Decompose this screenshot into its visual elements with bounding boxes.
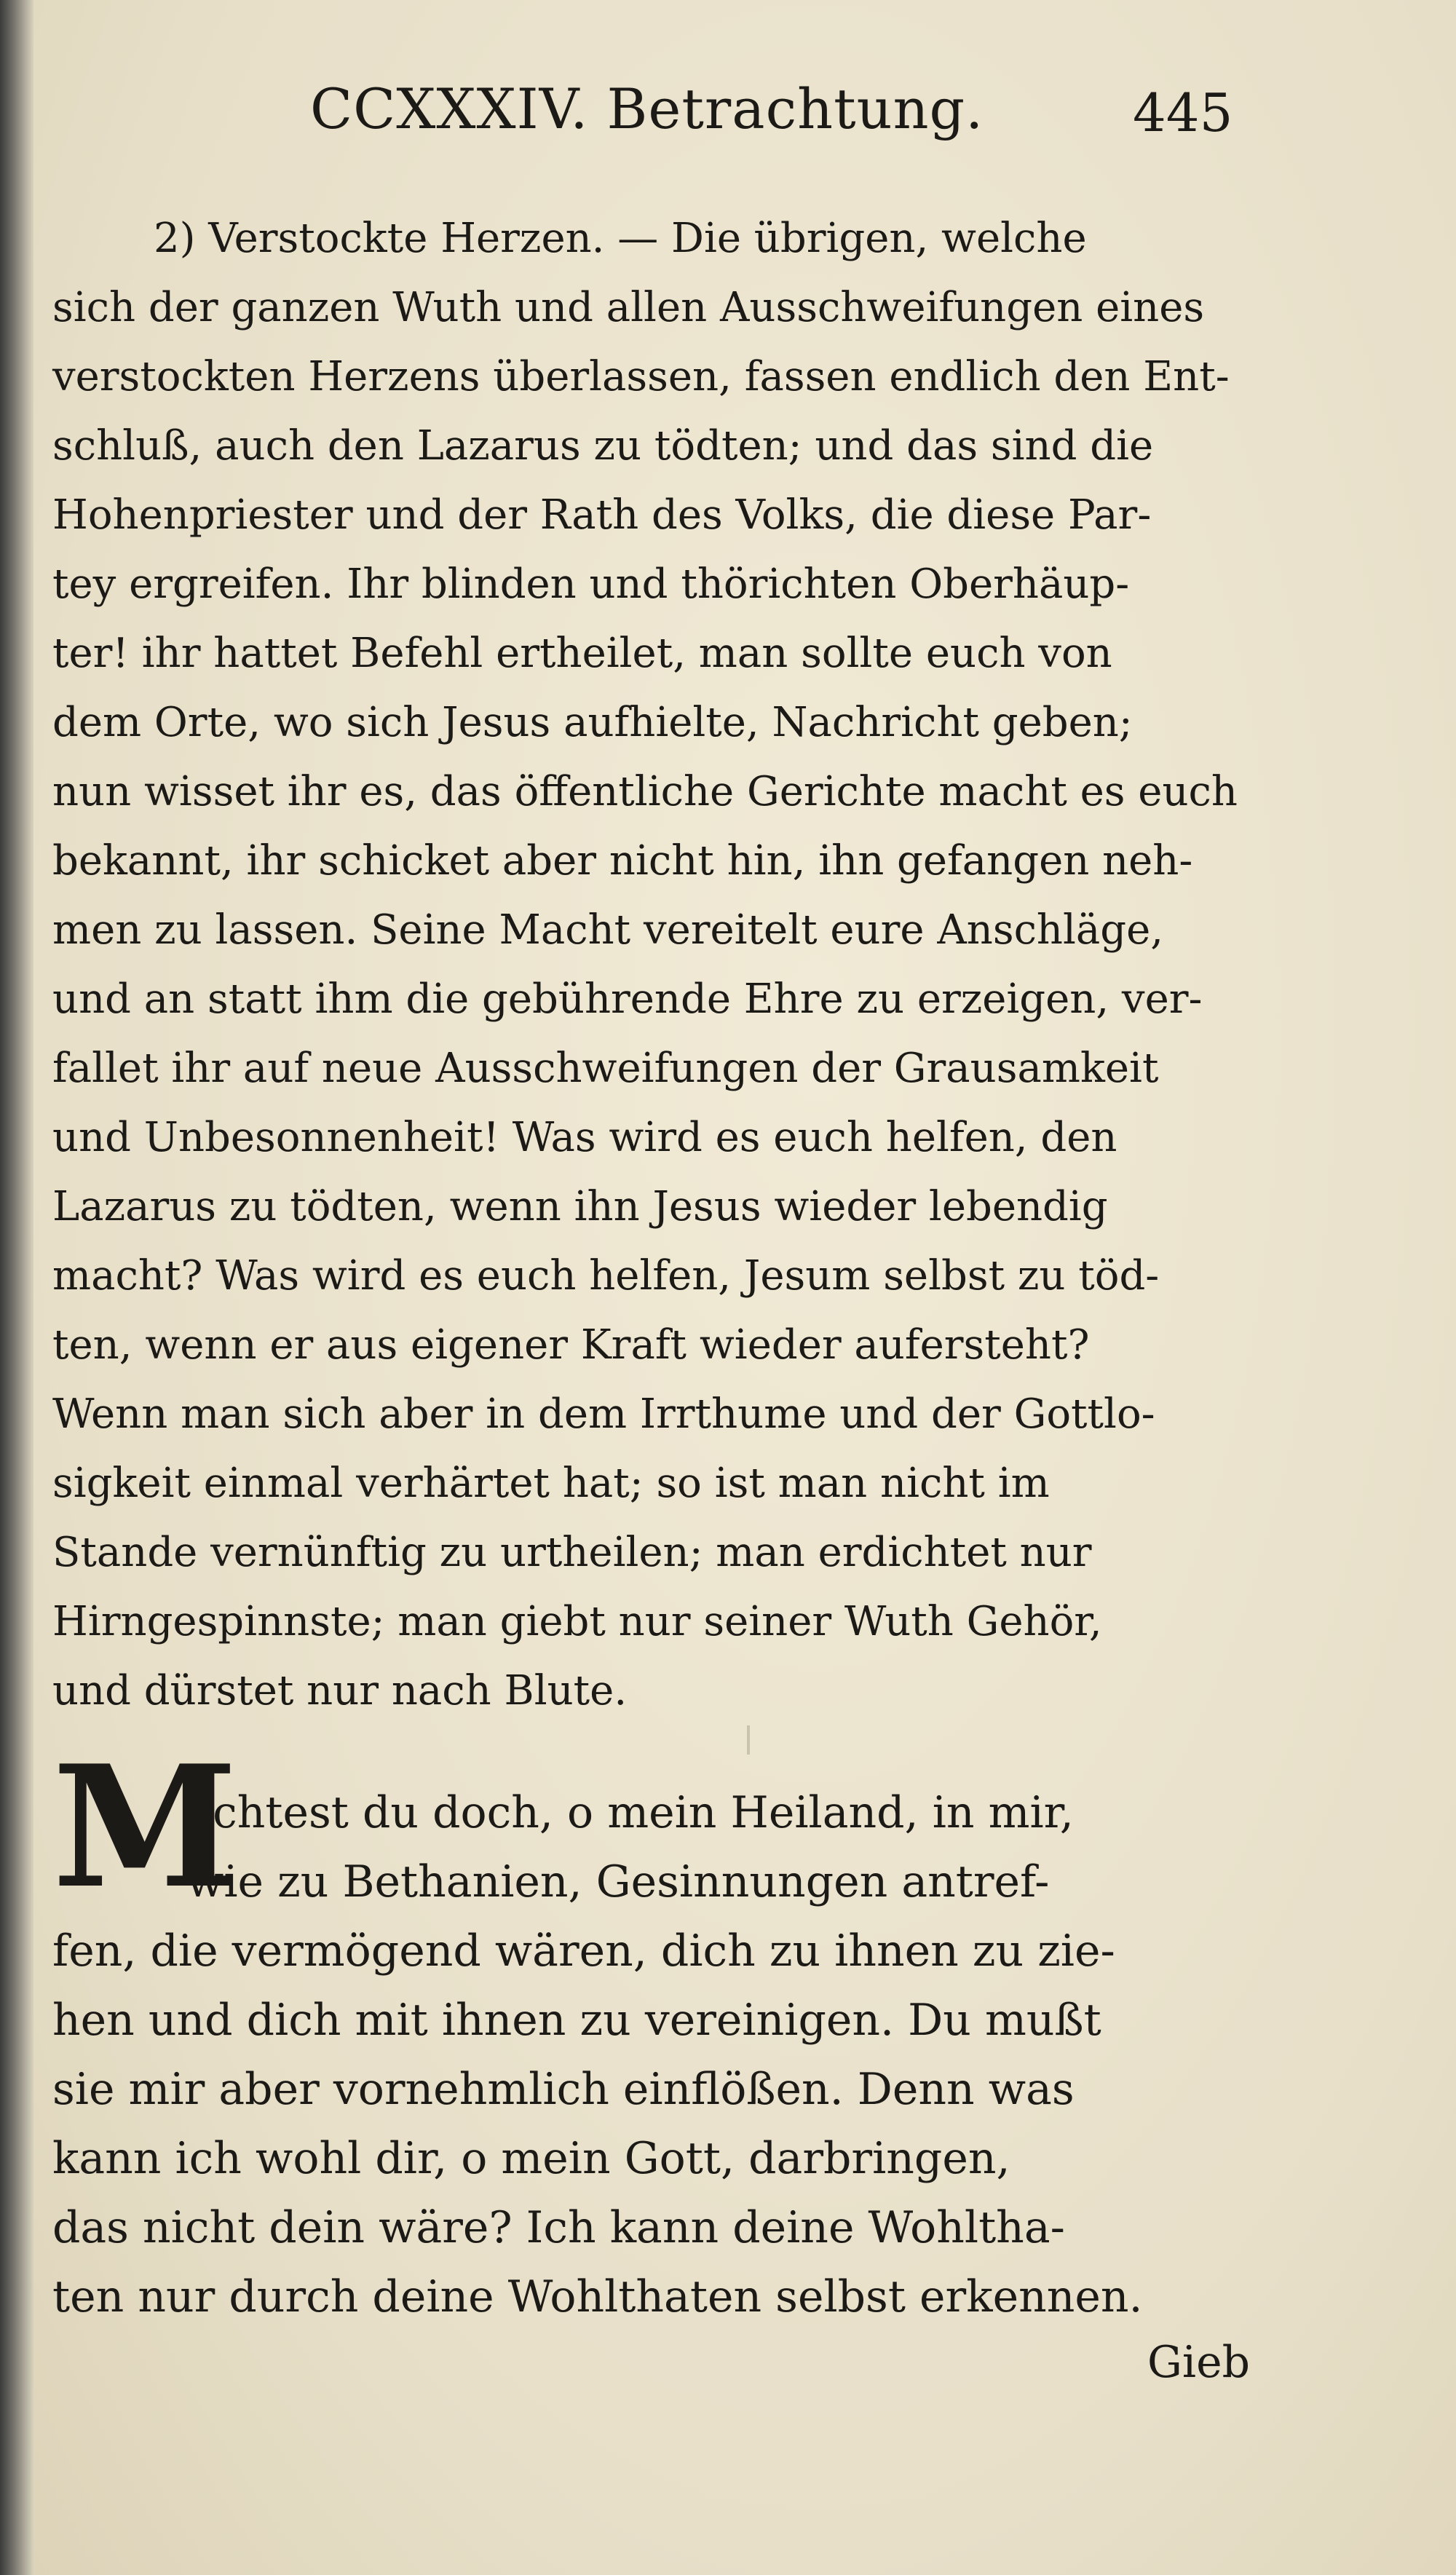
text-line: Wenn man sich aber in dem Irrthume und der Gottlo-	[52, 1391, 1155, 1438]
text-line: Hirngespinnste; man giebt nur seiner Wuth Gehör,	[52, 1598, 1102, 1645]
text-line: Lazarus zu tödten, wenn ihn Jesus wieder lebendig	[52, 1183, 1108, 1230]
text-line: öchtest du doch, o mein Heiland, in mir,	[186, 1787, 1074, 1838]
drop-cap-initial: M	[52, 1729, 238, 1926]
text-line: ten, wenn er aus eigener Kraft wieder aufersteht?	[52, 1321, 1090, 1369]
text-line: bekannt, ihr schicket aber nicht hin, ihn gefangen neh-	[52, 837, 1193, 885]
text-line: tey ergreifen. Ihr blinden und thörichten Oberhäup-	[52, 561, 1130, 608]
text-line: Stande vernünftig zu urtheilen; man erdichtet nur	[52, 1529, 1092, 1576]
book-page	[33, 0, 1456, 2575]
text-line: Hohenpriester und der Rath des Volks, die diese Par-	[52, 491, 1152, 539]
text-line: das nicht dein wäre? Ich kann deine Wohltha-	[52, 2202, 1065, 2253]
text-line: fen, die vermögend wären, dich zu ihnen zu zie-	[52, 1926, 1115, 1977]
text-line: fallet ihr auf neue Ausschweifungen der Grausamkeit	[52, 1045, 1159, 1092]
text-line: 2) Verstockte Herzen. — Die übrigen, welche	[154, 215, 1087, 262]
catchword: Gieb	[1147, 2337, 1251, 2388]
text-line: und an statt ihm die gebührende Ehre zu erzeigen, ver-	[52, 976, 1203, 1023]
text-line: ten nur durch deine Wohlthaten selbst erkennen.	[52, 2271, 1143, 2322]
text-line: hen und dich mit ihnen zu vereinigen. Du mußt	[52, 1995, 1101, 2046]
page-number: 445	[1133, 82, 1233, 143]
text-line: nun wisset ihr es, das öffentliche Gerichte macht es euch	[52, 768, 1238, 815]
text-line: verstockten Herzens überlassen, fassen endlich den Ent-	[52, 353, 1230, 400]
running-title: CCXXXIV. Betrachtung.	[310, 76, 984, 141]
text-line: macht? Was wird es euch helfen, Jesum selbst zu töd-	[52, 1252, 1160, 1300]
text-line: dem Orte, wo sich Jesus aufhielte, Nachricht geben;	[52, 699, 1133, 746]
text-line: schluß, auch den Lazarus zu tödten; und das sind die	[52, 422, 1154, 470]
text-line: kann ich wohl dir, o mein Gott, darbringen,	[52, 2133, 1010, 2184]
text-line: sich der ganzen Wuth und allen Ausschweifungen eines	[52, 284, 1205, 331]
text-line: und dürstet nur nach Blute.	[52, 1667, 628, 1714]
ink-mark	[747, 1725, 750, 1755]
text-line: wie zu Bethanien, Gesinnungen antref-	[186, 1856, 1050, 1907]
text-line: men zu lassen. Seine Macht vereitelt eure Anschläge,	[52, 906, 1164, 954]
book-spine-shadow	[0, 0, 33, 2575]
page-header	[33, 76, 1456, 157]
text-line: sigkeit einmal verhärtet hat; so ist man nicht im	[52, 1460, 1050, 1507]
text-line: ter! ihr hattet Befehl ertheilet, man sollte euch von	[52, 630, 1112, 677]
text-line: und Unbesonnenheit! Was wird es euch helfen, den	[52, 1114, 1117, 1161]
text-line: sie mir aber vornehmlich einflößen. Denn was	[52, 2064, 1075, 2115]
